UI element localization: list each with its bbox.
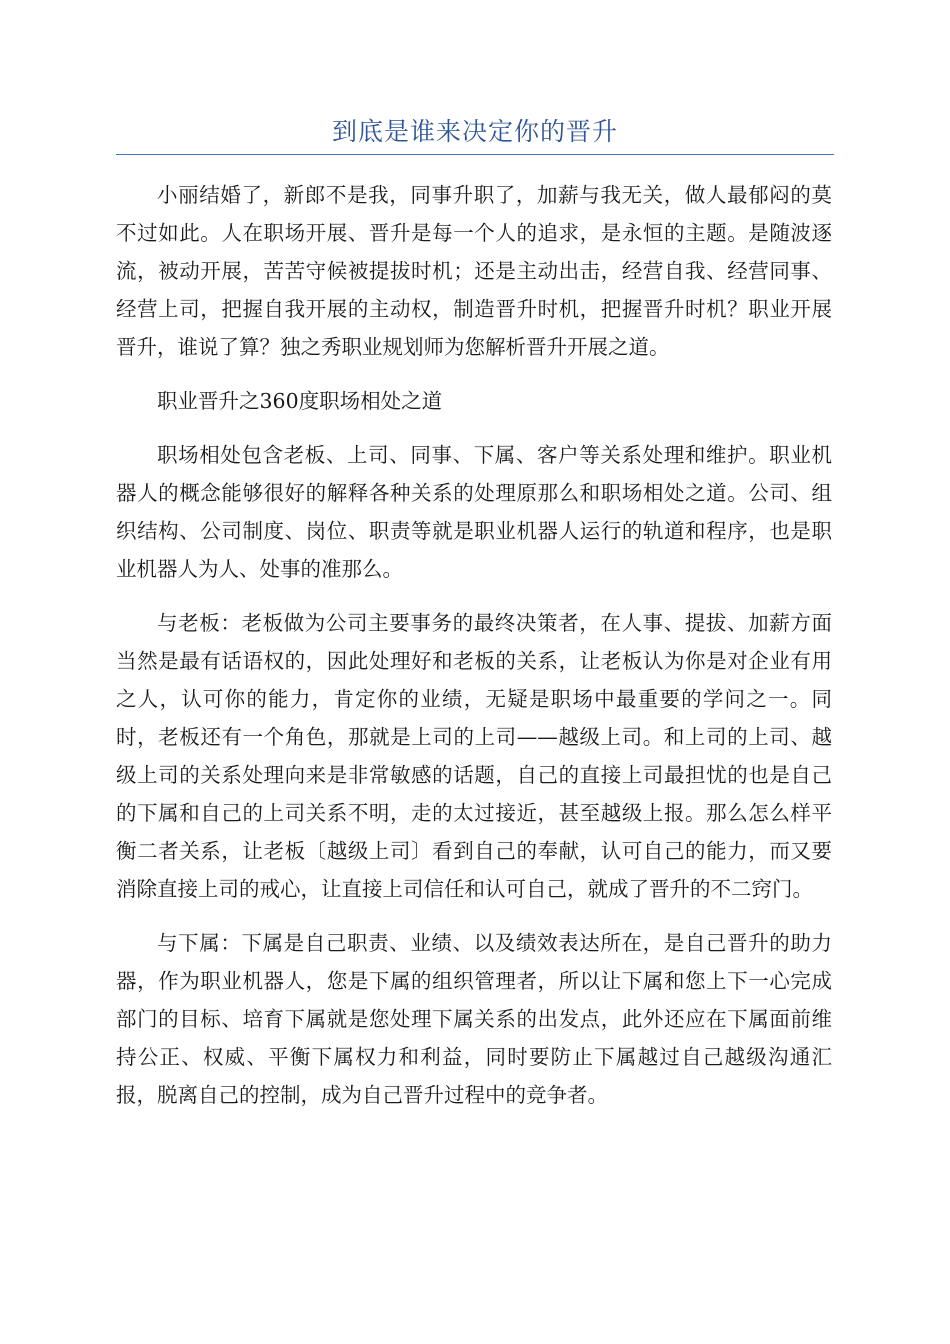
paragraph-intro: 小丽结婚了，新郎不是我，同事升职了，加薪与我无关，做人最郁闷的莫不过如此。人在职场开展、晋升是每一个人的追求，是永恒的主题。是随波逐流，被动开展，苦苦守候被提拔时机；还是主动出击，经营自我、经营同事、经营上司，把握自我开展的主动权，制造晋升时机，把握晋升时机？职业开展晋升，谁说了算？独之秀职业规划师为您解析晋升开展之道。 [116,183,832,359]
paragraph-with-subordinates: 与下属：下属是自己职责、业绩、以及绩效表达所在，是自己晋升的助力器，作为职业机器人，您是下属的组织管理者，所以让下属和您上下一心完成部门的目标、培育下属就是您处理下属关系的出发点，此外还应在下属面前维持公正、权威、平衡下属权力和利益，同时要防止下属越过自己越级沟通汇报，脱离自己的控制，成为自己晋升过程中的竞争者。 [116,931,832,1107]
paragraph-with-boss: 与老板：老板做为公司主要事务的最终决策者，在人事、提拔、加薪方面当然是最有话语权的，因此处理好和老板的关系，让老板认为你是对企业有用之人，认可你的能力，肯定你的业绩，无疑是职场中最重要的学问之一。同时，老板还有一个角色，那就是上司的上司——越级上司。和上司的上司、越级上司的关系处理向来是非常敏感的话题，自己的直接上司最担忧的也是自己的下属和自己的上司关系不明，走的太过接近，甚至越级上报。那么怎么样平衡二者关系，让老板〔越级上司〕看到自己的奉献，认可自己的能力，而又要消除直接上司的戒心，让直接上司信任和认可自己，就成了晋升的不二窍门。 [116,611,832,901]
title-underline [116,154,834,155]
document-title: 到底是谁来决定你的晋升 [331,117,618,146]
paragraph-workplace-relations: 职场相处包含老板、上司、同事、下属、客户等关系处理和维护。职业机器人的概念能够很好的解释各种关系的处理原那么和职场相处之道。公司、组织结构、公司制度、岗位、职责等就是职业机器人运行的轨道和程序，也是职业机器人为人、处事的准那么。 [116,443,832,581]
document-body [116,176,832,1130]
paragraph-section-heading: 职业晋升之360度职场相处之道 [157,389,443,413]
